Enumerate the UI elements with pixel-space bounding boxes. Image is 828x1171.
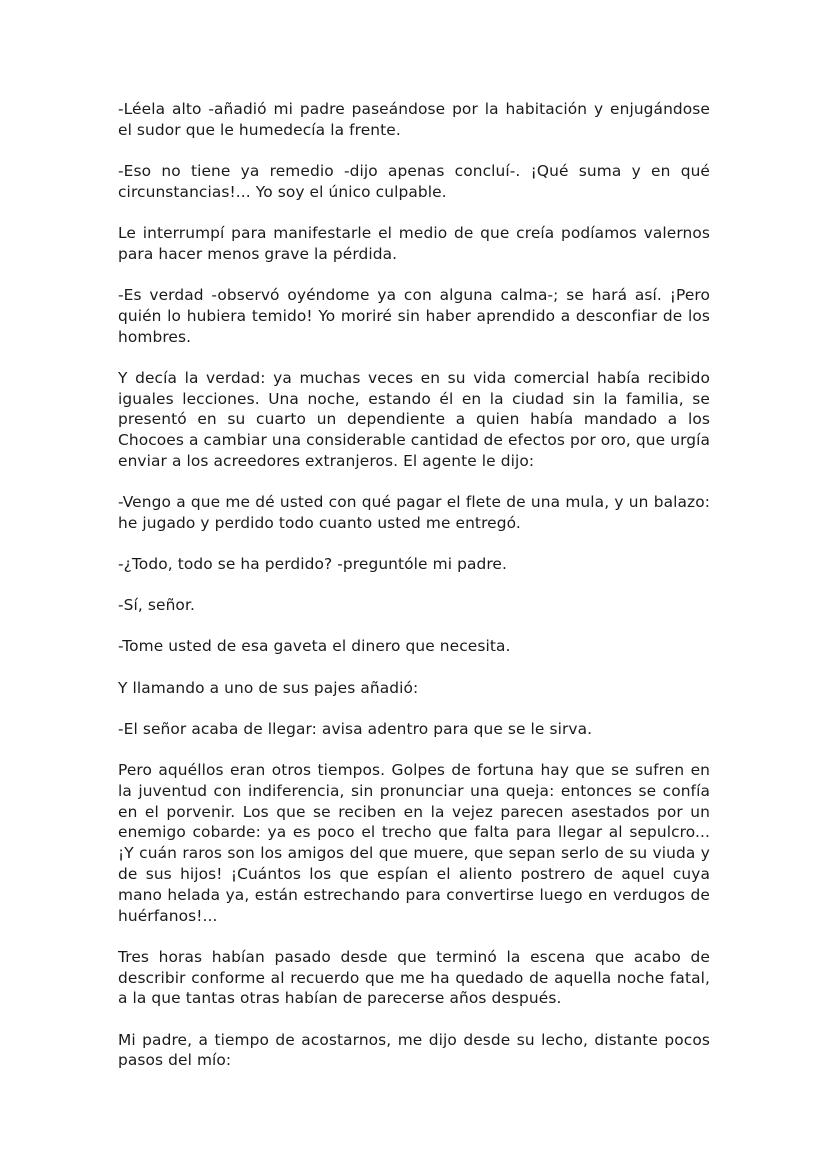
paragraph: -Es verdad -observó oyéndome ya con alguna calma-; se hará así. ¡Pero quién lo hubiera temido! Yo moriré sin haber aprendido a desconfiar de los hombres. [118, 285, 710, 346]
paragraph: Le interrumpí para manifestarle el medio de que creía podíamos valernos para hacer menos grave la pérdida. [118, 223, 710, 263]
paragraph: Mi padre, a tiempo de acostarnos, me dijo desde su lecho, distante pocos pasos del mío: [118, 1030, 710, 1070]
paragraph: -¿Todo, todo se ha perdido? -preguntóle mi padre. [118, 555, 507, 574]
paragraph: -Vengo a que me dé usted con qué pagar el flete de una mula, y un balazo: he jugado y perdido todo cuanto usted me entregó. [118, 493, 710, 532]
paragraph: Y decía la verdad: ya muchas veces en su vida comercial había recibido iguales lecciones. Una noche, estando él en la ciudad sin la familia, se presentó en su cuarto un dependiente a quien había mandado a los Chocoes a cambiar una considerable cantidad de efectos por oro, que urgía enviar a los acreedores extranjeros. El agente le dijo: [118, 368, 710, 470]
paragraph: Pero aquéllos eran otros tiempos. Golpes de fortuna hay que se sufren en la juventud con indiferencia, sin pronunciar una queja: entonces se confía en el porvenir. Los que se reciben en la vejez parecen asestados por un enemigo cobarde: ya es poco el trecho que falta para llegar al sepulcro... ¡Y cuán raros son los amigos del que muere, que sepan serlo de su viuda y de sus hijos! ¡Cuántos los que espían el aliento postrero de aquel cuya mano helada ya, están estrechando para convertirse luego en verdugos de huérfanos!... [118, 761, 710, 925]
paragraph: Tres horas habían pasado desde que terminó la escena que acabo de describir conforme al recuerdo que me ha quedado de aquella noche fatal, a la que tantas otras habían de parecerse años después. [118, 947, 710, 1008]
paragraph: Y llamando a uno de sus pajes añadió: [118, 678, 419, 697]
document-page [118, 99, 710, 1071]
paragraph: -El señor acaba de llegar: avisa adentro para que se le sirva. [118, 719, 593, 738]
paragraph: -Tome usted de esa gaveta el dinero que necesita. [118, 637, 511, 656]
paragraph: -Sí, señor. [118, 596, 195, 615]
paragraph: -Eso no tiene ya remedio -dijo apenas concluí-. ¡Qué suma y en qué circunstancias!... Yo soy el único culpable. [118, 161, 710, 201]
paragraph: -Léela alto -añadió mi padre paseándose por la habitación y enjugándose el sudor que le humedecía la frente. [118, 100, 710, 139]
